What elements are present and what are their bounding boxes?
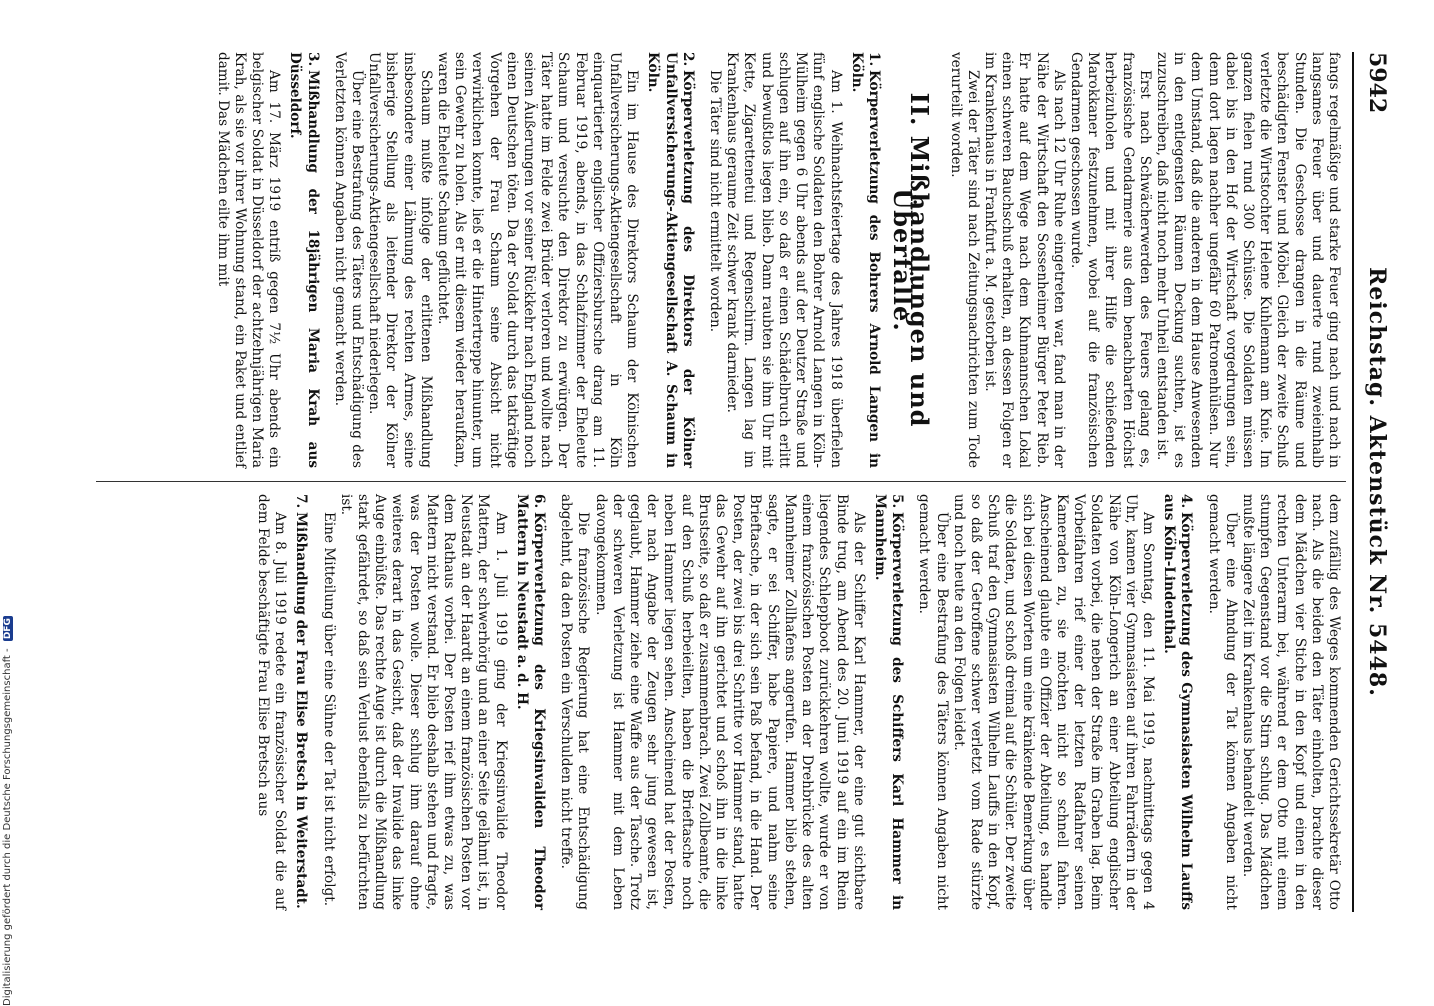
footer-text: Digitalisierung gefördert durch die Deutsche Forschungsgemeinschaft - (2, 648, 13, 1006)
page-header (1350, 52, 1390, 912)
item-heading (292, 494, 309, 910)
section-heading: II. Mißhandlungen und Überfälle. (888, 92, 935, 428)
paragraph: fangs regelmäßige und starke Feuer ging nach und nach in langsames Feuer über und dauerte rund zweieinhalb Stunden. Die Geschosse drangen in die Räume und beschädigten Fenster und Möbel. Gleich der zweite Schuß verletzte die Wirtstochter Helene Kuhlemann am Knie. Im ganzen fielen rund 300 Schüsse. Die Soldaten müssen dabei bis in den Hof der Wirtschaft vorgedrungen sein, denn dort lagen nachher ungefähr 60 Patronenhülsen. Nur dem Umstand, daß die anderen in dem Hause Anwesenden in den entlegensten Räumen Deckung suchten, ist es zuzuschreiben, daß nicht noch mehr Unheil entstanden ist. (1153, 52, 1342, 468)
right-column (254, 494, 1342, 910)
item-title: Körperverletzung des Schiffers Karl Hammer in Mannheim. (871, 494, 906, 910)
dfg-credit-footer (2, 6, 18, 1006)
paragraph: Am 1. Weihnachtsfeiertage des Jahres 1918 überfielen fünf englische Soldaten den Bohrer Arnold Langen in Köln-Mülheim gegen 6 Uhr abends auf der Deutzer Straße und schlugen auf ihn ein, so daß er einen Schädelbruch erlitt und bewußtlos liegen blieb. Dann raubten sie ihm Uhr mit Kette, Zigarettenetui und Regenschirm. Langen lag im Krankenhaus geraume Zeit schwer krank darnieder. (724, 52, 844, 468)
item-number: 2. (679, 52, 696, 67)
item-number: 1. (865, 52, 882, 67)
paragraph: Am 1. Juli 1919 ging der Kriegsinvalide Theodor Mattern, der schwerhörig und an einer Seite gelähmt ist, in Neustadt an der Haardt an einem französischen Posten vor dem Rathaus vorbei. Der Posten rief ihm etwas zu, was Mattern nicht verstand. Er blieb deshalb stehen und fragte, was der Posten wolle. Dieser schlug ihm darauf ohne weiteres derart in das Gesicht, daß der Invalide das linke Auge einbüßte. Das rechte Auge ist durch die Mißhandlung stark gefährdet, so daß sein Verlust ebenfalls zu befürchten ist. (337, 494, 509, 910)
paragraph: Die französische Regierung hat eine Entschädigung abgelehnt, da den Posten ein Verschulden nicht treffe. (558, 494, 592, 910)
item-number: 6. (531, 494, 548, 509)
item-title: Körperverletzung des Bohrers Arnold Langen in Köln. (848, 52, 882, 468)
paragraph: Zwei der Täter sind nach Zeitungsnachrichten zum Tode verurteilt worden. (947, 52, 981, 468)
paragraph: Eine Mitteilung über eine Sühne der Tat ist nicht erfolgt. (320, 512, 337, 907)
paragraph: Schaum mußte infolge der erlittenen Mißhandlung insbesondere einer Lähmung des rechten Armes, seine bisherige Stellung als leitender Direktor der Kölner Unfallversicherungs-Aktiengesellschaft niederlegen. (366, 52, 434, 468)
item-heading (1160, 494, 1194, 910)
dfg-logo-icon: DFG (3, 618, 13, 640)
item-number: 3. (304, 52, 321, 67)
item-heading (286, 52, 320, 468)
paragraph: Am Sonntag, den 11. Mai 1919, nachmittags gegen 4 Uhr, kamen vier Gymnasiasten auf ihren Fahrrädern in der Nähe von Köln-Longerich an einer Abteilung englischer Soldaten vorbei, die neben der Straße im Graben lag. Beim Vorbeifahren rief einer der letzten Radfahrer seinen Kameraden zu, sie möchten nicht so schnell fahren. Anscheinend glaubte ein Offizier der Abteilung, es handle sich bei diesen Worten um eine kränkende Bemerkung über die Soldaten, und schoß dreimal auf die Schüler. Der zweite Schuß traf den Gymnasiasten Wilhelm Lauffs in den Kopf, so daß der Getroffene schwer verletzt vom Rade stürzte und noch heute an den Folgen leidet. (950, 494, 1156, 910)
item-heading (644, 52, 696, 468)
paragraph: Ein im Hause des Direktors Schaum der Kölnischen Unfallversicherungs-Aktiengesellschaft in Köln einquartierter englischer Offiziersbursche drang am 11. Februar 1919, abends, in das Schlafzimmer der Eheleute Schaum und versuchte den Direktor zu erwürgen. Der Täter hatte im Felde zwei Brüder verloren und wollte nach seinen Äußerungen vor seiner Rückkehr nach England noch einen Deutschen töten. Da der Soldat durch das tatkräftige Vorgehen der Frau Schaum seine Absicht nicht verwirklichen konnte, ließ er die Hintertreppe hinunter, um sein Gewehr zu holen. Als er mit diesem wieder heraufkam, waren die Eheleute Schaum geflüchtet. (435, 52, 641, 468)
left-column (213, 52, 1342, 468)
item-title: Körperverletzung des Gymnasiasten Wilhelm Lauffs aus Köln-Lindenthal. (1161, 494, 1195, 910)
paragraph: Am 8. Juli 1919 redete ein französischer Soldat die auf dem Felde beschäftigte Frau Elise Bretsch aus (255, 494, 289, 910)
scanned-page (72, 0, 1412, 960)
page-number: 5942 (1364, 52, 1390, 114)
item-heading (848, 52, 882, 468)
paragraph: Erst nach Schwächerwerden des Feuers gelang es, französische Gendarmerie aus dem benachbarten Höchst herbeizuholen und mit ihrer Hilfe die schießenden Marokkaner festzunehmen, wobei auf die französischen Gendarmen geschossen wurde. (1067, 52, 1153, 468)
item-title: Mißhandlung der Frau Elise Bretsch in Weiterstadt. (293, 512, 310, 909)
item-number: 7. (293, 494, 310, 509)
running-title: Reichstag. Aktenstück Nr. 5448. (1364, 267, 1390, 697)
item-number: 5. (889, 494, 906, 509)
paragraph: dem zufällig des Weges kommenden Gerichtssekretär Otto nach. Als die beiden den Täter einholten, brachte dieser dem Mädchen vier Stiche in den Kopf und einen in den rechten Unterarm bei, während er dem Otto mit einem stumpfen Gegenstand vor die Stirn schlug. Das Mädchen mußte längere Zeit im Krankenhaus behandelt werden. (1239, 494, 1342, 910)
paragraph: Am 17. März 1919 entriß gegen 7½ Uhr abends ein belgischer Soldat in Düsseldorf der achtzehnjährigen Maria Krah, als sie vor ihrer Wohnung stand, ein Paket und entlief damit. Das Mädchen eilte ihm mit (214, 52, 283, 468)
paragraph: Als der Schiffer Karl Hammer, der eine gut sichtbare Binde trug, am Abend des 20. Juni 1919 auf ein im Rhein liegendes Schleppboot zurückkehren wollte, wurde er von einem französischen Posten an der Drehbrücke des alten Mannheimer Zollhafens angerufen. Hammer blieb stehen, sagte, er sei Schiffer, habe Papiere, und nahm seine Brieftasche, in der sich sein Paß befand, in die Hand. Der Posten, der zwei bis drei Schritte vor Hammer stand, hatte das Gewehr auf ihn gerichtet und schoß ihn in die linke Brustseite, so daß er zusammenbrach. Zwei Zollbeamte, die auf den Schuß herbeieilten, haben die Brieftasche noch neben Hammer liegen sehen. Anscheinend hat der Posten, der nach Angabe der Zeugen sehr jung gewesen ist, geglaubt, Hammer ziehe eine Waffe aus der Tasche. Trotz der schweren Verletzung ist Hammer mit dem Leben davongekommen. (592, 494, 867, 910)
item-title: Mißhandlung der 18jährigen Maria Krah aus Düsseldorf. (287, 52, 321, 468)
paragraph: Über eine Bestrafung des Täters können Angaben nicht gemacht werden. (916, 494, 950, 910)
item-title: Körperverletzung des Direktors der Kölner Unfallversicherungs-Aktiengesellschaft A. Schaum in Köln. (645, 52, 696, 468)
item-heading (871, 494, 905, 910)
item-number: 4. (1178, 494, 1195, 509)
paragraph: Über eine Bestrafung des Täters und Entschädigung des Verletzten können Angaben nicht gemacht werden. (331, 52, 366, 468)
column-divider (96, 481, 1346, 482)
item-heading (513, 494, 547, 910)
paragraph: Die Täter sind nicht ermittelt worden. (707, 70, 724, 333)
header-rule (1352, 52, 1354, 912)
paragraph: Als nach 12 Uhr Ruhe eingetreten war, fand man in der Nähe der Wirtschaft den Sossenheimer Bürger Peter Rieb. Er hatte auf dem Wege nach dem Kuhmannschen Lokal einen schweren Bauchschuß erhalten, an dessen Folgen er im Krankenhaus in Frankfurt a. M. gestorben ist. (981, 52, 1067, 468)
paragraph: Über eine Ahndung der Tat können Angaben nicht gemacht werden. (1205, 494, 1239, 910)
item-title: Körperverletzung des Kriegsinvaliden Theodor Mattern in Neustadt a. d. H. (513, 494, 548, 910)
